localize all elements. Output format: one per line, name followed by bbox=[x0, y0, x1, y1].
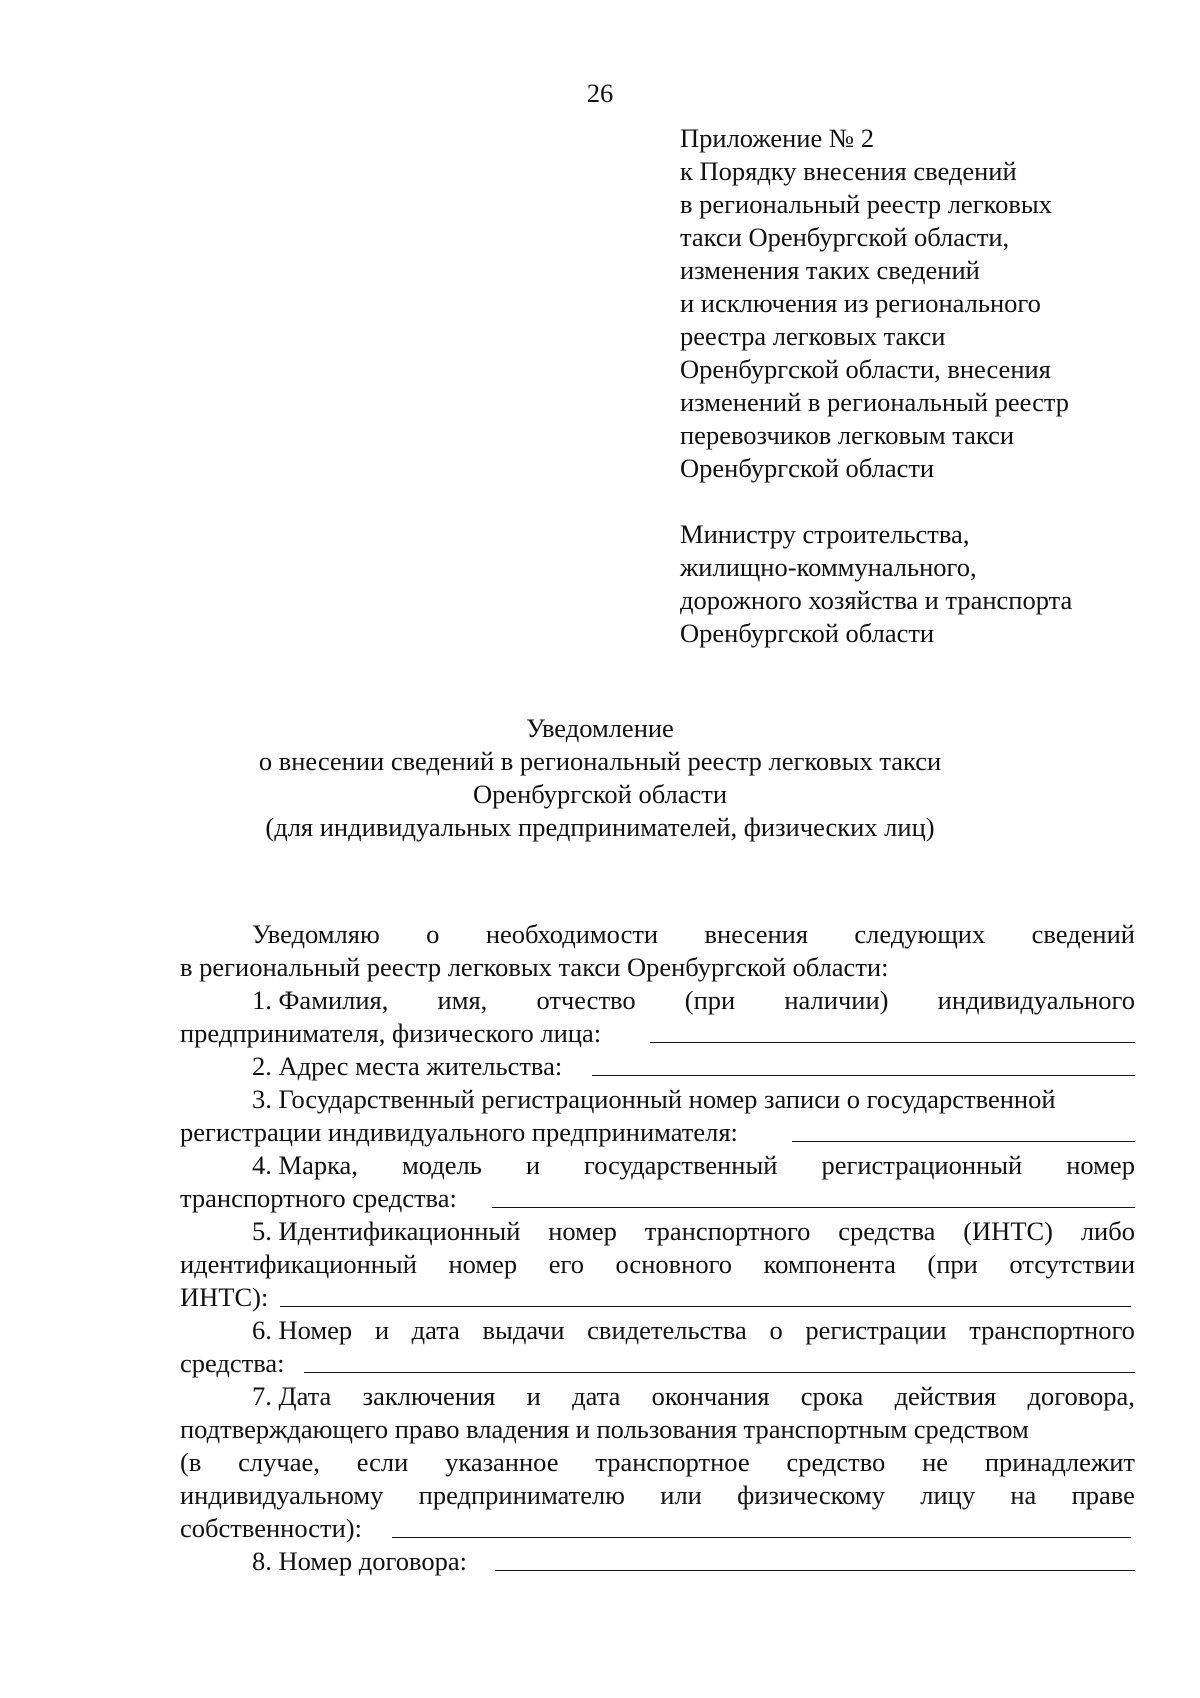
appendix-line: изменения таких сведений bbox=[680, 255, 980, 285]
item-3-label: регистрации индивидуального предпринимателя: bbox=[180, 1117, 738, 1147]
item-6-line-2 bbox=[180, 1347, 1135, 1380]
word: либо bbox=[1080, 1216, 1135, 1246]
item-7-line-1 bbox=[180, 1380, 1135, 1413]
item-5-fill-line[interactable] bbox=[280, 1306, 1131, 1307]
word: (ИНТС) bbox=[963, 1216, 1054, 1246]
word: на bbox=[1010, 1480, 1037, 1510]
document-title bbox=[180, 712, 1020, 844]
item-3-fill-line[interactable] bbox=[792, 1141, 1135, 1142]
item-3-line-1: 3. Государственный регистрационный номер записи о государственной bbox=[252, 1084, 1056, 1114]
title-line: Уведомление bbox=[526, 713, 674, 743]
word: транспортного bbox=[644, 1216, 811, 1246]
word: средство bbox=[786, 1447, 886, 1477]
notice-body bbox=[180, 918, 1135, 1578]
addressee-block bbox=[680, 518, 1150, 650]
word: 5. Идентификационный bbox=[252, 1216, 521, 1246]
word: Уведомляю bbox=[252, 919, 380, 949]
appendix-line: Оренбургской области, внесения bbox=[680, 354, 1051, 384]
title-line: (для индивидуальных предпринимателей, физических лиц) bbox=[265, 812, 935, 842]
word: имя, bbox=[437, 985, 488, 1015]
item-5-label: ИНТС): bbox=[180, 1282, 269, 1312]
word: основного bbox=[615, 1249, 733, 1279]
word: регистрации bbox=[805, 1315, 947, 1345]
item-4-fill-line[interactable] bbox=[492, 1207, 1135, 1208]
word: индивидуального bbox=[937, 985, 1135, 1015]
word: 7. Дата bbox=[252, 1381, 332, 1411]
word: номер bbox=[448, 1249, 518, 1279]
appendix-line: реестра легковых такси bbox=[680, 321, 946, 351]
appendix-line: и исключения из регионального bbox=[680, 288, 1041, 318]
page-number: 26 bbox=[586, 78, 614, 108]
word: свидетельства bbox=[587, 1315, 747, 1345]
item-1-label: предпринимателя, физического лица: bbox=[180, 1018, 602, 1048]
word: действия bbox=[894, 1381, 997, 1411]
title-line: о внесении сведений в региональный реестр легковых такси bbox=[258, 746, 942, 776]
appendix-line: к Порядку внесения сведений bbox=[680, 156, 1017, 186]
word: и bbox=[374, 1315, 389, 1345]
intro-line-2: в региональный реестр легковых такси Оренбургской области: bbox=[180, 952, 889, 982]
item-4-line-2 bbox=[180, 1182, 1135, 1215]
word: принадлежит bbox=[984, 1447, 1135, 1477]
item-2-fill-line[interactable] bbox=[592, 1075, 1135, 1076]
item-6-line-1 bbox=[180, 1314, 1135, 1347]
word: следующих bbox=[854, 919, 986, 949]
item-3-line-2 bbox=[180, 1116, 1135, 1149]
item-4-line-1 bbox=[180, 1149, 1135, 1182]
item-1-line-2 bbox=[180, 1017, 1135, 1050]
appendix-header bbox=[680, 122, 1150, 485]
word: модель bbox=[401, 1150, 482, 1180]
appendix-line: Приложение № 2 bbox=[680, 123, 875, 153]
appendix-line: изменений в региональный реестр bbox=[680, 387, 1069, 417]
word: предпринимателю bbox=[418, 1480, 625, 1510]
word: дата bbox=[411, 1315, 460, 1345]
word: сведений bbox=[1031, 919, 1135, 949]
word: 6. Номер bbox=[252, 1315, 353, 1345]
item-7-line-2: подтверждающего право владения и пользования транспортным средством bbox=[180, 1414, 1029, 1444]
item-5-line-2 bbox=[180, 1248, 1135, 1281]
item-7-line-5 bbox=[180, 1512, 1135, 1545]
item-2-line bbox=[180, 1050, 1135, 1083]
word: праве bbox=[1071, 1480, 1135, 1510]
word: договора, bbox=[1027, 1381, 1135, 1411]
word: государственный bbox=[584, 1150, 778, 1180]
item-2-label: 2. Адрес места жительства: bbox=[252, 1051, 563, 1081]
item-7-line-3 bbox=[180, 1446, 1135, 1479]
item-5-line-3 bbox=[180, 1281, 1135, 1314]
word: наличии) bbox=[784, 985, 889, 1015]
word: дата bbox=[572, 1381, 621, 1411]
item-7-fill-line[interactable] bbox=[392, 1537, 1131, 1538]
word: необходимости bbox=[485, 919, 659, 949]
addressee-line: жилищно-коммунального, bbox=[680, 552, 977, 582]
intro-line-1 bbox=[180, 918, 1135, 951]
word: номер bbox=[1066, 1150, 1135, 1180]
title-line: Оренбургской области bbox=[472, 779, 728, 809]
item-8-fill-line[interactable] bbox=[495, 1570, 1135, 1571]
word: о bbox=[769, 1315, 783, 1345]
word: 1. Фамилия, bbox=[252, 985, 389, 1015]
word: заключения bbox=[362, 1381, 496, 1411]
item-5-line-1 bbox=[180, 1215, 1135, 1248]
item-7-line-4 bbox=[180, 1479, 1135, 1512]
word: номер bbox=[548, 1216, 617, 1246]
word: (в bbox=[180, 1447, 202, 1477]
word: (при bbox=[684, 985, 736, 1015]
item-1-fill-line[interactable] bbox=[650, 1042, 1135, 1043]
word: и bbox=[525, 1150, 540, 1180]
item-8-line bbox=[180, 1545, 1135, 1578]
addressee-line: Министру строительства, bbox=[680, 519, 970, 549]
word: или bbox=[660, 1480, 702, 1510]
word: средства bbox=[838, 1216, 936, 1246]
item-6-label: средства: bbox=[180, 1348, 285, 1378]
appendix-line: перевозчиков легковым такси bbox=[680, 420, 1015, 450]
word: внесения bbox=[704, 919, 809, 949]
addressee-line: Оренбургской области bbox=[680, 618, 935, 648]
appendix-line: в региональный реестр легковых bbox=[680, 189, 1052, 219]
addressee-line: дорожного хозяйства и транспорта bbox=[680, 585, 1073, 615]
word: срока bbox=[800, 1381, 864, 1411]
item-4-label: транспортного средства: bbox=[180, 1183, 457, 1213]
word: индивидуальному bbox=[180, 1480, 384, 1510]
word: указанное bbox=[445, 1447, 559, 1477]
word: лицу bbox=[920, 1480, 976, 1510]
word: отсутствии bbox=[1009, 1249, 1135, 1279]
word: транспортное bbox=[595, 1447, 750, 1477]
word: (при bbox=[927, 1249, 978, 1279]
word: компонента bbox=[763, 1249, 896, 1279]
word: его bbox=[548, 1249, 584, 1279]
word: не bbox=[922, 1447, 949, 1477]
item-1-line-1 bbox=[180, 984, 1135, 1017]
word: физическому bbox=[737, 1480, 885, 1510]
word: случае, bbox=[238, 1447, 320, 1477]
item-8-label: 8. Номер договора: bbox=[252, 1546, 467, 1576]
word: транспортного bbox=[969, 1315, 1135, 1345]
appendix-line: Оренбургской области bbox=[680, 453, 935, 483]
word: 4. Марка, bbox=[252, 1150, 358, 1180]
word: идентификационный bbox=[180, 1249, 417, 1279]
word: окончания bbox=[651, 1381, 770, 1411]
item-7-label: собственности): bbox=[180, 1513, 362, 1543]
word: выдачи bbox=[482, 1315, 565, 1345]
word: и bbox=[526, 1381, 541, 1411]
item-6-fill-line[interactable] bbox=[304, 1372, 1135, 1373]
appendix-line: такси Оренбургской области, bbox=[680, 222, 1010, 252]
word: отчество bbox=[536, 985, 636, 1015]
word: регистрационный bbox=[821, 1150, 1023, 1180]
word: о bbox=[426, 919, 440, 949]
word: если bbox=[356, 1447, 409, 1477]
